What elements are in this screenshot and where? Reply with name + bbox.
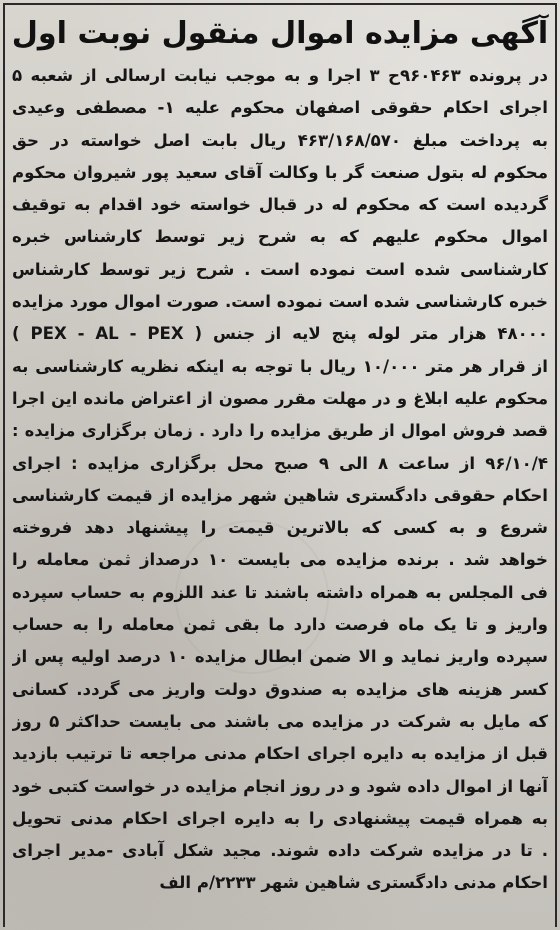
notice-line: اموال محکوم علیهم که به شرح زیر توسط کارشناس خبره [12, 227, 548, 247]
notice-line: اجرای احکام حقوقی اصفهان محکوم علیه ۱- مصطفی وعیدی [12, 98, 548, 118]
notice-signature-line: احکام مدنی دادگستری شاهین شهر ۲۲۳۳/م الف [159, 873, 548, 893]
notice-line: قبل از مزایده به دایره اجرای احکام مدنی مراجعه تا ترتیب بازدید [12, 744, 548, 764]
notice-line: ۴۸۰۰۰ هزار متر لوله پنج لایه از جنس ( PEX - AL - PEX ) [12, 324, 548, 344]
notice-line: خواهد شد . برنده مزایده می بایست ۱۰ درصداز ثمن معامله را [12, 550, 548, 570]
notice-line: سپرده واریز نماید و الا ضمن ابطال مزایده ۱۰ درصد اولیه پس از [12, 647, 548, 667]
notice-line: شروع و به کسی که بالاترین قیمت را پیشنهاد دهد فروخته [12, 518, 548, 538]
notice-line: خبره کارشناسی شده است نموده است. صورت اموال مورد مزایده [12, 292, 548, 312]
notice-line: واریز و تا یک ماه فرصت دارد ما بقی ثمن معامله را به حساب [12, 615, 548, 635]
notice-line: فی المجلس به همراه داشته باشند تا عند اللزوم به حساب سپرده [12, 582, 548, 602]
notice-line: کسر هزینه های مزایده به صندوق دولت واریز می گردد. کسانی [12, 679, 548, 699]
notice-line: قصد فروش اموال از طریق مزایده را دارد . زمان برگزاری مزایده : [12, 421, 548, 441]
notice-line: . تا در مزایده شرکت داده شوند. مجید شکل آبادی -مدیر اجرای [12, 841, 548, 861]
notice-line: احکام حقوقی دادگستری شاهین شهر مزایده از قیمت کارشناسی [12, 485, 548, 505]
notice-title: آگهی مزایده اموال منقول نوبت اول [11, 16, 549, 51]
notice-line: به پرداخت مبلغ ۴۶۳/۱۶۸/۵۷۰ ریال بابت اصل خواسته در حق [12, 130, 548, 150]
notice-line: در پرونده ۹۶۰۴۶۳ح ۳ اجرا و به موجب نیابت ارسالی از شعبه ۵ [12, 66, 548, 85]
notice-line: ۹۶/۱۰/۴ از ساعت ۸ الی ۹ صبح محل برگزاری مزایده : اجرای [12, 453, 548, 473]
notice-line: آنها از اموال داده شود و در روز انجام مزایده در خواست کتبی خود [12, 776, 548, 796]
notice-line: محکوم علیه ابلاغ و در مهلت مقرر مصون از اعتراض مانده این اجرا [12, 388, 548, 408]
notice-line: کارشناسی شده است نموده است . شرح زیر توسط کارشناس [12, 259, 548, 279]
notice-line: از قرار هر متر ۱۰/۰۰۰ ریال با توجه به اینکه نظریه کارشناسی به [12, 356, 548, 376]
notice-line: که مایل به شرکت در مزایده می باشند می بایست حداکثر ۵ روز [12, 711, 548, 731]
notice-line: به همراه قیمت پیشنهادی را به دایره اجرای احکام مدنی تحویل [12, 808, 548, 828]
notice-body [12, 60, 548, 900]
notice-line: محکوم له بتول صنعت گر با وکالت آقای سعید پور شیروان محکوم [12, 162, 548, 182]
notice-line: گردیده است که محکوم له در قبال خواسته خود اقدام به توقیف [12, 195, 548, 215]
